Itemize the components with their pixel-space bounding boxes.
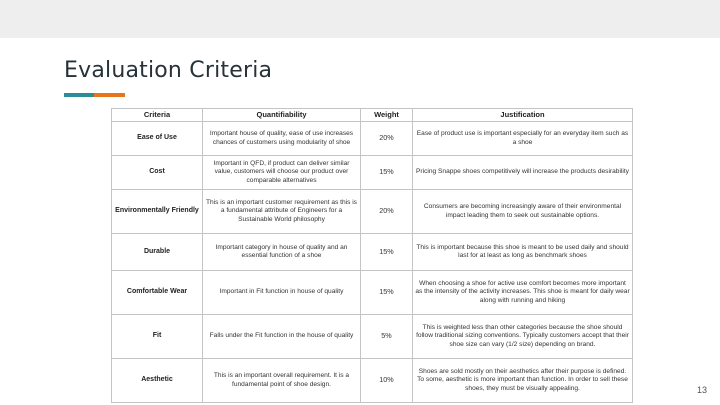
justification-cell: Pricing Snappe shoes competitively will increase the products desirability (413, 156, 633, 190)
page-number: 13 (696, 385, 707, 395)
table-row (112, 315, 633, 359)
table-header-row (112, 109, 633, 122)
quantifiability-cell: Important in Fit function in house of quality (203, 271, 361, 315)
justification-cell: When choosing a shoe for active use comfort becomes more important as the intensity of the activity increases. This shoe is meant for daily wear along with running and hiking (413, 271, 633, 315)
weight-cell: 10% (361, 359, 413, 403)
weight-cell: 5% (361, 315, 413, 359)
criteria-cell: Fit (112, 315, 203, 359)
header-weight: Weight (361, 109, 413, 122)
table-row (112, 122, 633, 156)
top-band (0, 0, 720, 38)
criteria-cell: Durable (112, 234, 203, 271)
justification-cell: This is weighted less than other categories because the shoe should follow traditional sizing conventions. Typically customers accept that their shoe size can vary (1/2 size) depending on brand. (413, 315, 633, 359)
table-row (112, 234, 633, 271)
quantifiability-cell: Falls under the Fit function in the house of quality (203, 315, 361, 359)
evaluation-criteria-table (111, 108, 633, 403)
header-justification: Justification (413, 109, 633, 122)
criteria-cell: Environmentally Friendly (112, 190, 203, 234)
weight-cell: 15% (361, 234, 413, 271)
weight-cell: 15% (361, 156, 413, 190)
slide-title: Evaluation Criteria (64, 58, 273, 83)
justification-cell: Shoes are sold mostly on their aesthetics after their purpose is defined. To some, aesthetic is more important than function. In order to sell these shoes, they must be visually appealing. (413, 359, 633, 403)
weight-cell: 20% (361, 122, 413, 156)
justification-cell: This is important because this shoe is meant to be used daily and should last for at least as long as benchmark shoes (413, 234, 633, 271)
header-quantifiability: Quantifiability (203, 109, 361, 122)
quantifiability-cell: This is an important overall requirement. It is a fundamental point of shoe design. (203, 359, 361, 403)
criteria-cell: Cost (112, 156, 203, 190)
table-row (112, 359, 633, 403)
table-row (112, 190, 633, 234)
justification-cell: Consumers are becoming increasingly aware of their environmental impact leading them to seek out sustainable options. (413, 190, 633, 234)
quantifiability-cell: This is an important customer requirement as this is a fundamental attribute of Engineers for a Sustainable World philosophy (203, 190, 361, 234)
title-accent-teal (64, 93, 94, 97)
quantifiability-cell: Important category in house of quality and an essential function of a shoe (203, 234, 361, 271)
criteria-cell: Aesthetic (112, 359, 203, 403)
justification-cell: Ease of product use is important especially for an everyday item such as a shoe (413, 122, 633, 156)
criteria-cell: Comfortable Wear (112, 271, 203, 315)
weight-cell: 20% (361, 190, 413, 234)
table-row (112, 156, 633, 190)
header-criteria: Criteria (112, 109, 203, 122)
criteria-cell: Ease of Use (112, 122, 203, 156)
quantifiability-cell: Important in QFD, if product can deliver similar value, customers will choose our product over comparable alternatives (203, 156, 361, 190)
quantifiability-cell: Important house of quality, ease of use increases chances of customers using modularity of shoe (203, 122, 361, 156)
weight-cell: 15% (361, 271, 413, 315)
title-accent-orange (94, 93, 125, 97)
table-row (112, 271, 633, 315)
